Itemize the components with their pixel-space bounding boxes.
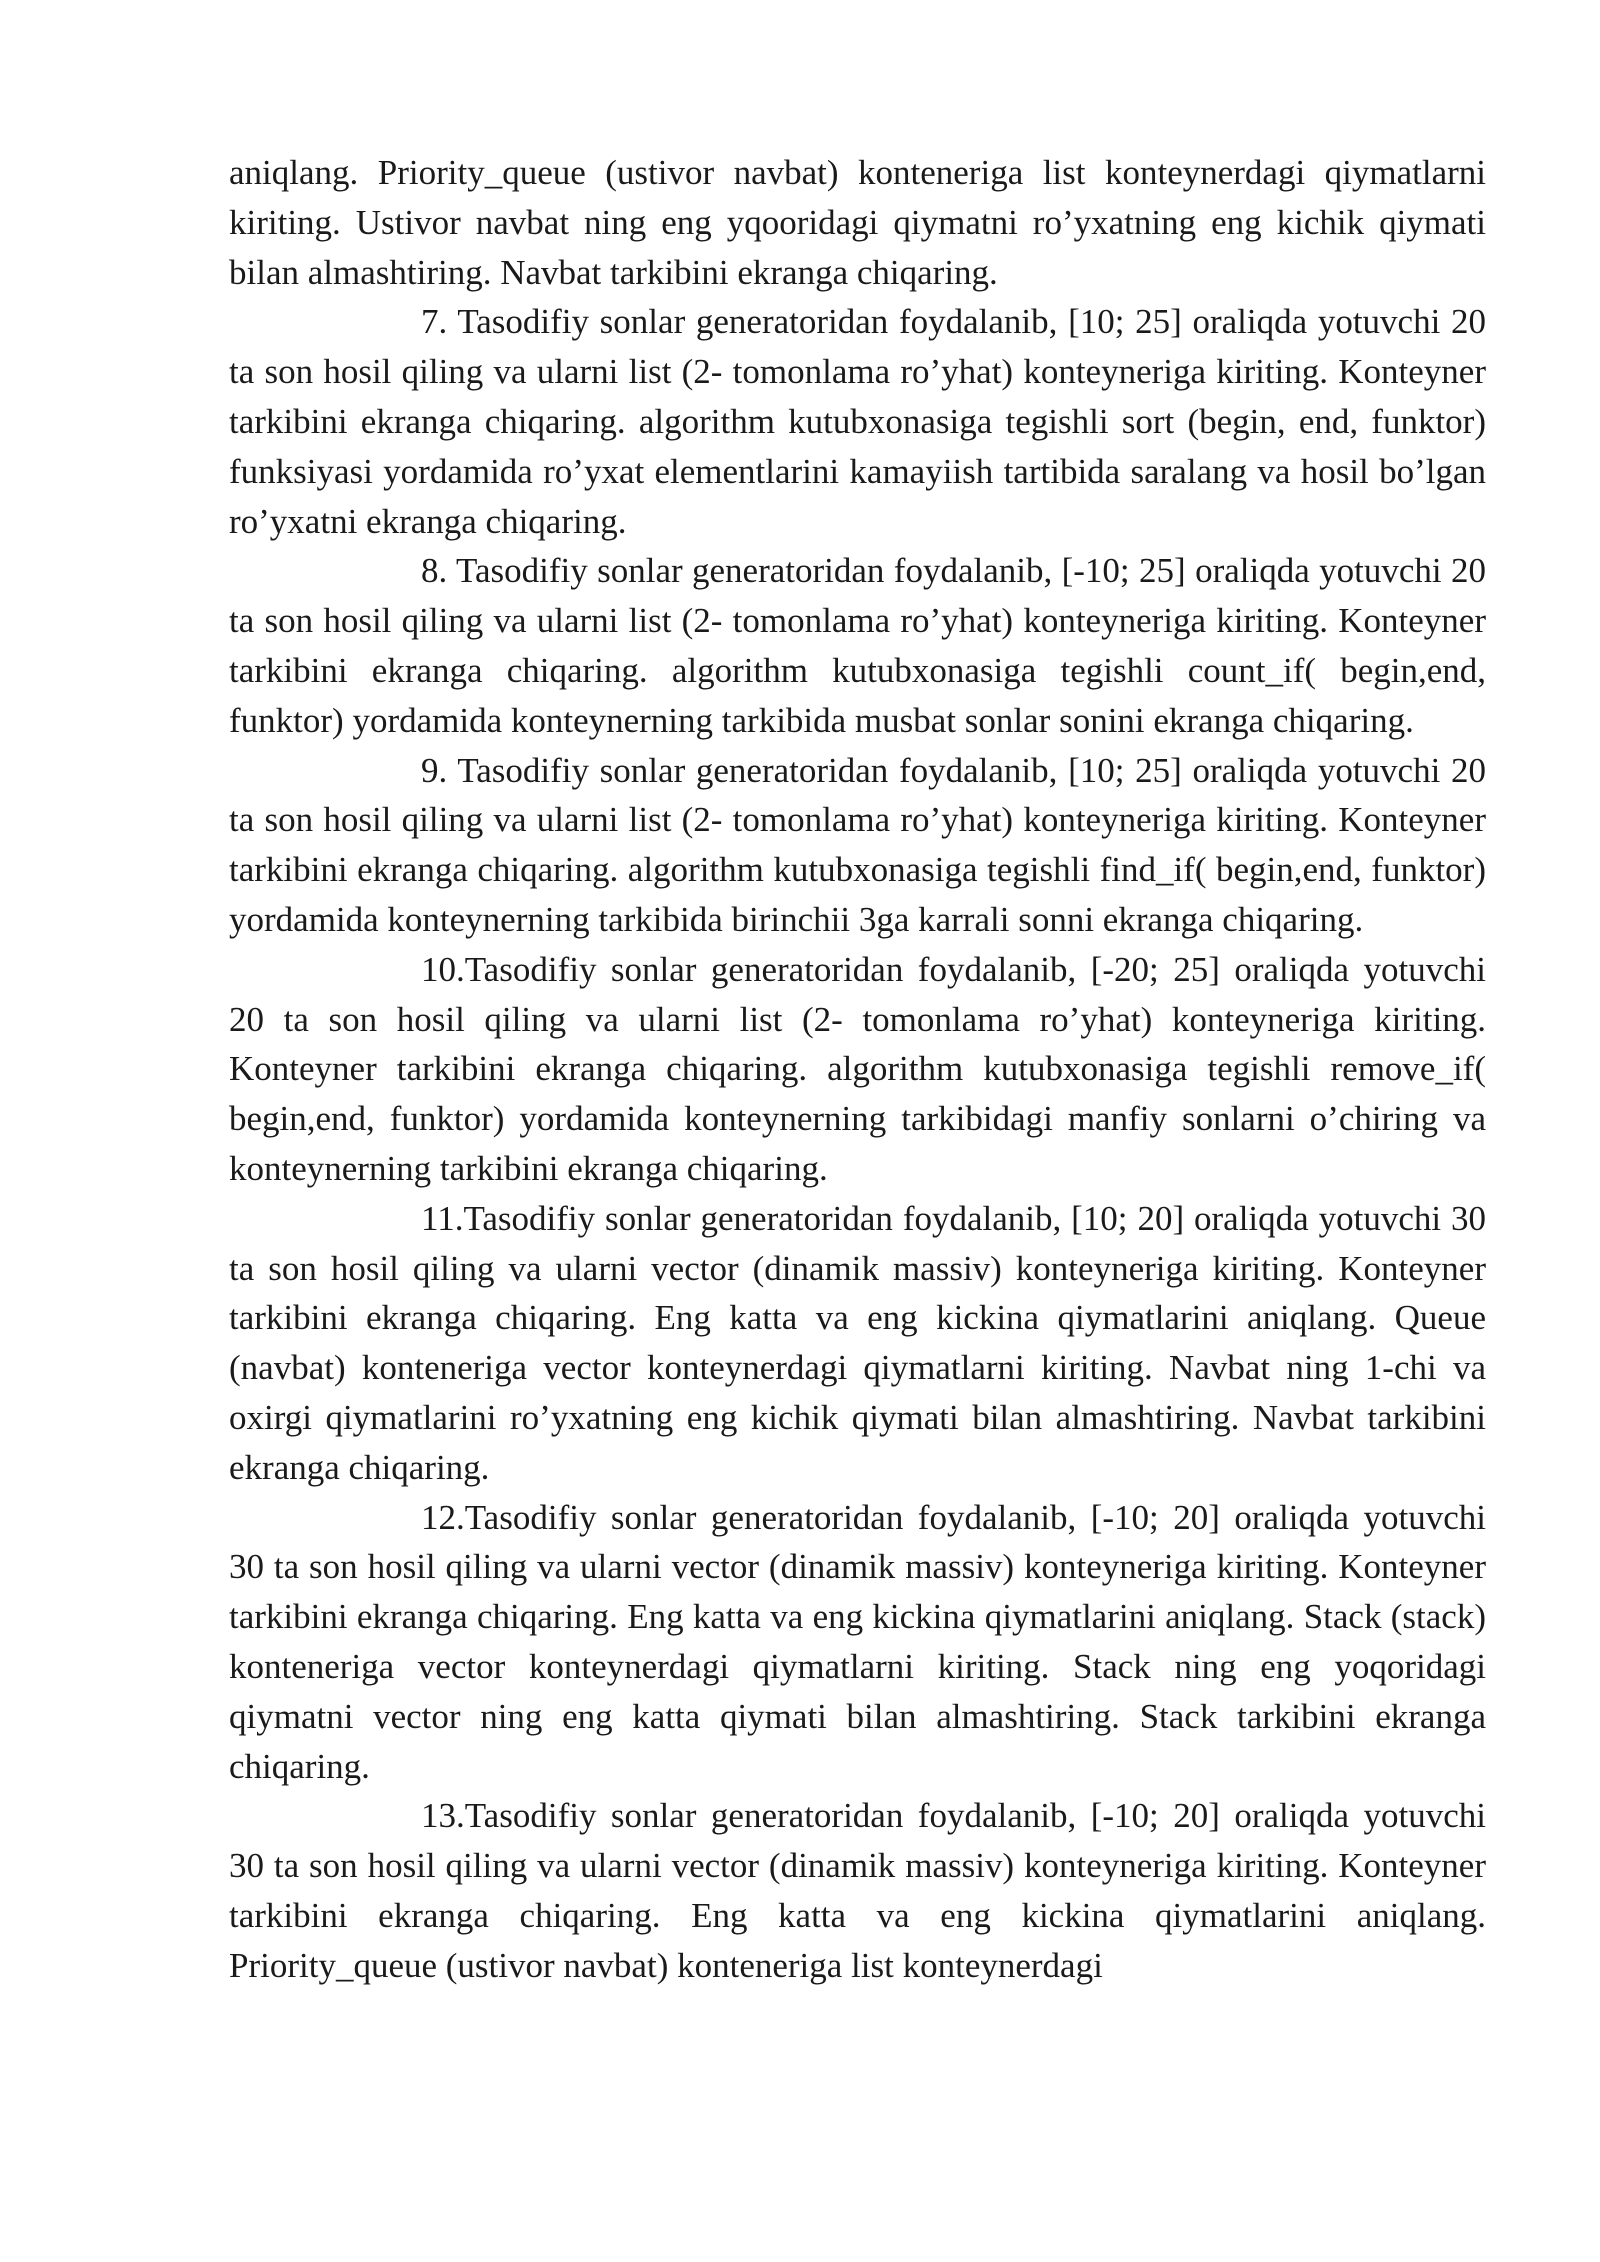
task-item-8: [229, 546, 1486, 745]
task-text: Tasodifiy sonlar generatoridan foydalanib, [10; 25] oraliqda yotuvchi 20 ta son hosil qiling va ularni list (2- tomonlama ro’yhat) konteyneriga kiriting. Konteyner tarkibini ekranga chiqaring. algorithm kutubxonasiga tegishli sort (begin, end, funktor) funksiyasi yordamida ro’yxat elementlarini kamayiish tartibida saralang va hosil bo’lgan ro’yxatni ekranga chiqaring.: [229, 302, 1486, 541]
task-item-12: [229, 1493, 1486, 1792]
document-page: [229, 148, 1486, 1990]
task-number: 11.: [421, 1198, 464, 1238]
task-item-7: [229, 297, 1486, 546]
task-number: 7.: [421, 302, 448, 342]
task-number: 9.: [421, 750, 448, 790]
task-text: Tasodifiy sonlar generatoridan foydalanib, [-20; 25] oraliqda yotuvchi 20 ta son hosil qiling va ularni list (2- tomonlama ro’yhat) konteyneriga kiriting. Konteyner tarkibini ekranga chiqaring. algorithm kutubxonasiga tegishli remove_if( begin,end, funktor) yordamida konteynerning tarkibidagi manfiy sonlarni o’chiring va konteynerning tarkibini ekranga chiqaring.: [229, 949, 1486, 1188]
task-number: 13.: [421, 1796, 465, 1836]
task-text: Tasodifiy sonlar generatoridan foydalanib, [-10; 20] oraliqda yotuvchi 30 ta son hosil qiling va ularni vector (dinamik massiv) konteyneriga kiriting. Konteyner tarkibini ekranga chiqaring. Eng katta va eng kickina qiymatlarini aniqlang. Stack (stack) konteneriga vector konteynerdagi qiymatlarni kiriting. Stack ning eng yoqoridagi qiymatni vector ning eng katta qiymati bilan almashtiring. Stack tarkibini ekranga chiqaring.: [229, 1497, 1486, 1786]
task-text: Tasodifiy sonlar generatoridan foydalanib, [-10; 20] oraliqda yotuvchi 30 ta son hosil qiling va ularni vector (dinamik massiv) konteyneriga kiriting. Konteyner tarkibini ekranga chiqaring. Eng katta va eng kickina qiymatlarini aniqlang. Priority_queue (ustivor navbat) konteneriga list konteynerdagi: [229, 1796, 1486, 1985]
task-text: Tasodifiy sonlar generatoridan foydalanib, [10; 25] oraliqda yotuvchi 20 ta son hosil qiling va ularni list (2- tomonlama ro’yhat) konteyneriga kiriting. Konteyner tarkibini ekranga chiqaring. algorithm kutubxonasiga tegishli find_if( begin,end, funktor) yordamida konteynerning tarkibida birinchii 3ga karrali sonni ekranga chiqaring.: [229, 750, 1486, 939]
task-item-13: [229, 1791, 1486, 1990]
task-item-9: [229, 746, 1486, 945]
intro-paragraph: aniqlang. Priority_queue (ustivor navbat) konteneriga list konteynerdagi qiymatlarni kiriting. Ustivor navbat ning eng yqooridagi qiymatni ro’yxatning eng kichik qiymati bilan almashtiring. Navbat tarkibini ekranga chiqaring.: [229, 153, 1486, 292]
task-item-10: [229, 945, 1486, 1194]
task-number: 10.: [421, 949, 465, 989]
task-number: 8.: [421, 551, 448, 591]
task-item-11: [229, 1194, 1486, 1493]
task-text: Tasodifiy sonlar generatoridan foydalanib, [10; 20] oraliqda yotuvchi 30 ta son hosil qiling va ularni vector (dinamik massiv) konteyneriga kiriting. Konteyner tarkibini ekranga chiqaring. Eng katta va eng kickina qiymatlarini aniqlang. Queue (navbat) konteneriga vector konteynerdagi qiymatlarni kiriting. Navbat ning 1-chi va oxirgi qiymatlarini ro’yxatning eng kichik qiymati bilan almashtiring. Navbat tarkibini ekranga chiqaring.: [229, 1198, 1486, 1487]
task-number: 12.: [421, 1497, 465, 1537]
task-text: Tasodifiy sonlar generatoridan foydalanib, [-10; 25] oraliqda yotuvchi 20 ta son hosil qiling va ularni list (2- tomonlama ro’yhat) konteyneriga kiriting. Konteyner tarkibini ekranga chiqaring. algorithm kutubxonasiga tegishli count_if( begin,end, funktor) yordamida konteynerning tarkibida musbat sonlar sonini ekranga chiqaring.: [229, 551, 1486, 740]
